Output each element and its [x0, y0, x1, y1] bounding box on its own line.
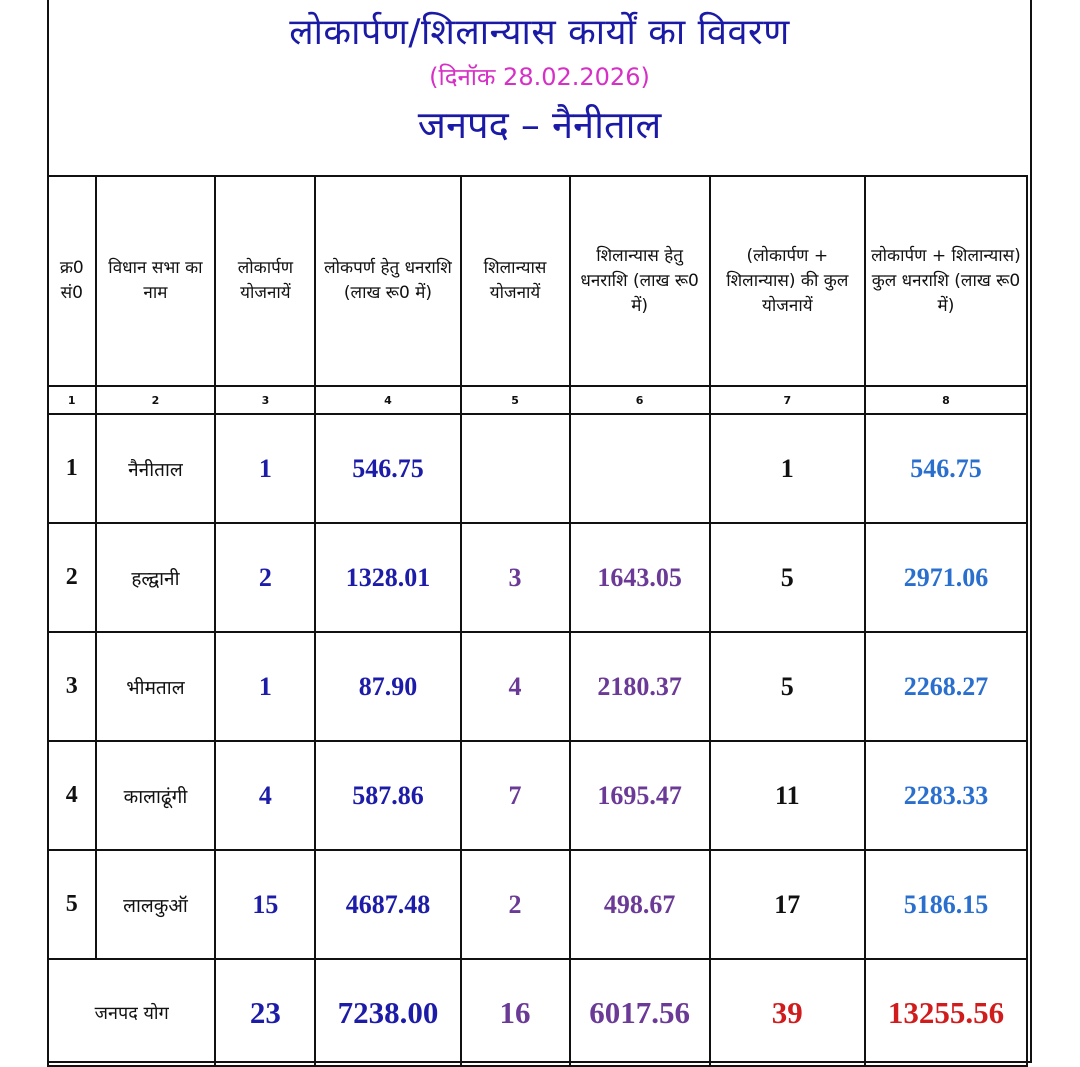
total-count-cell: 11 — [710, 741, 865, 850]
constituency-cell: हल्द्वानी — [96, 523, 216, 632]
district-total-label: जनपद योग — [48, 959, 215, 1066]
column-number: 6 — [570, 386, 710, 414]
header-total-schemes: (लोकार्पण + शिलान्यास) की कुल योजनायें — [710, 176, 865, 386]
document-title: लोकार्पण/शिलान्यास कार्यों का विवरण — [289, 12, 790, 53]
table-row — [48, 414, 1027, 523]
table-row — [48, 741, 1027, 850]
total-shilanyas-amount: 6017.56 — [570, 959, 710, 1066]
total-amount-cell: 2971.06 — [865, 523, 1027, 632]
title-area — [49, 0, 1030, 177]
lokarpan-amount-cell: 546.75 — [315, 414, 460, 523]
district-name: जनपद – नैनीताल — [417, 103, 662, 147]
total-lokarpan-count: 23 — [215, 959, 315, 1066]
constituency-cell: कालाढूंगी — [96, 741, 216, 850]
constituency-cell: भीमताल — [96, 632, 216, 741]
header-shilanyas-schemes: शिलान्यास योजनायें — [461, 176, 570, 386]
column-number: 7 — [710, 386, 865, 414]
constituency-cell: नैनीताल — [96, 414, 216, 523]
header-total-amount: लोकार्पण + शिलान्यास) कुल धनराशि (लाख रू0 में) — [865, 176, 1027, 386]
total-count-cell: 5 — [710, 632, 865, 741]
shilanyas-amount-cell: 498.67 — [570, 850, 710, 959]
total-amount-cell: 2283.33 — [865, 741, 1027, 850]
header-serial: क्र0 सं0 — [48, 176, 96, 386]
lokarpan-amount-cell: 587.86 — [315, 741, 460, 850]
column-number: 2 — [96, 386, 216, 414]
serial-cell: 1 — [48, 414, 96, 523]
column-number: 3 — [215, 386, 315, 414]
lokarpan-amount-cell: 87.90 — [315, 632, 460, 741]
total-count-cell: 1 — [710, 414, 865, 523]
lokarpan-count-cell: 2 — [215, 523, 315, 632]
total-count-cell: 5 — [710, 523, 865, 632]
projects-table — [47, 175, 1028, 1067]
shilanyas-amount-cell: 1643.05 — [570, 523, 710, 632]
total-amount-cell: 2268.27 — [865, 632, 1027, 741]
lokarpan-count-cell: 1 — [215, 632, 315, 741]
lokarpan-amount-cell: 1328.01 — [315, 523, 460, 632]
grand-total-count: 39 — [710, 959, 865, 1066]
total-count-cell: 17 — [710, 850, 865, 959]
total-lokarpan-amount: 7238.00 — [315, 959, 460, 1066]
table-row — [48, 850, 1027, 959]
table-header-row — [48, 176, 1027, 386]
lokarpan-count-cell: 1 — [215, 414, 315, 523]
total-shilanyas-count: 16 — [461, 959, 570, 1066]
lokarpan-count-cell: 4 — [215, 741, 315, 850]
shilanyas-count-cell: 3 — [461, 523, 570, 632]
grand-total-amount: 13255.56 — [865, 959, 1027, 1066]
lokarpan-count-cell: 15 — [215, 850, 315, 959]
serial-cell: 2 — [48, 523, 96, 632]
table-row — [48, 523, 1027, 632]
header-shilanyas-amount: शिलान्यास हेतु धनराशि (लाख रू0 में) — [570, 176, 710, 386]
shilanyas-count-cell — [461, 414, 570, 523]
document-date: (दिनॉक 28.02.2026) — [429, 63, 650, 91]
column-number: 5 — [461, 386, 570, 414]
table-row — [48, 632, 1027, 741]
header-lokarpan-schemes: लोकार्पण योजनायें — [215, 176, 315, 386]
total-amount-cell: 5186.15 — [865, 850, 1027, 959]
serial-cell: 4 — [48, 741, 96, 850]
header-lokarpan-amount: लोकपर्ण हेतु धनराशि (लाख रू0 में) — [315, 176, 460, 386]
lokarpan-amount-cell: 4687.48 — [315, 850, 460, 959]
shilanyas-amount-cell — [570, 414, 710, 523]
constituency-cell: लालकुऑ — [96, 850, 216, 959]
total-amount-cell: 546.75 — [865, 414, 1027, 523]
shilanyas-amount-cell: 2180.37 — [570, 632, 710, 741]
shilanyas-count-cell: 4 — [461, 632, 570, 741]
column-number: 1 — [48, 386, 96, 414]
document-frame — [47, 0, 1032, 1063]
serial-cell: 3 — [48, 632, 96, 741]
column-number: 4 — [315, 386, 460, 414]
header-constituency: विधान सभा का नाम — [96, 176, 216, 386]
column-number-row — [48, 386, 1027, 414]
serial-cell: 5 — [48, 850, 96, 959]
district-total-row — [48, 959, 1027, 1066]
column-number: 8 — [865, 386, 1027, 414]
shilanyas-count-cell: 7 — [461, 741, 570, 850]
shilanyas-amount-cell: 1695.47 — [570, 741, 710, 850]
shilanyas-count-cell: 2 — [461, 850, 570, 959]
